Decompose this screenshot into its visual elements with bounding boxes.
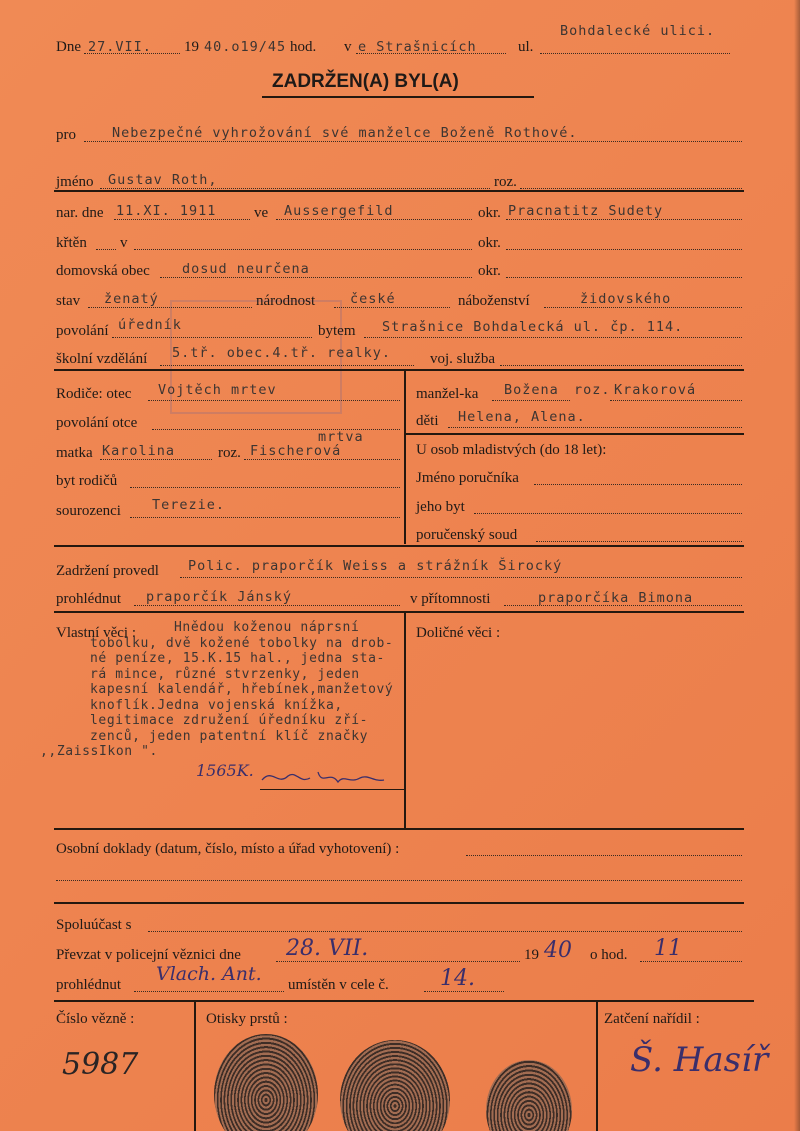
belongings-line: ,,ZaissIkon ". xyxy=(40,744,158,759)
zatceni-signature: Š. Hasíř xyxy=(630,1040,769,1080)
dne-label: Dne xyxy=(56,39,81,55)
ul-value: Bohdalecké ulici. xyxy=(560,23,716,39)
belongings-note: 1565K. xyxy=(196,761,254,780)
belongings-line: legitimace združení úředníku zří- xyxy=(90,713,369,728)
spoluucast-label: Spoluúčast s xyxy=(56,917,132,933)
byt-rodicu-label: byt rodičů xyxy=(56,473,118,489)
prohlednut-value: praporčík Jánský xyxy=(146,589,293,605)
belongings-line: né peníze, 15.K.15 hal., jedna sta- xyxy=(90,651,385,666)
okr2-label: okr. xyxy=(478,235,501,251)
vlastni-label: Vlastní věci : xyxy=(56,625,136,641)
jeho-byt-label: jeho byt xyxy=(416,499,465,515)
matka-label: matka xyxy=(56,445,93,461)
pro-label: pro xyxy=(56,127,76,143)
belongings-line: zenců, jeden patentní klíč značky xyxy=(90,728,369,744)
sourozenci-label: sourozenci xyxy=(56,503,121,519)
provedl-label: Zadržení provedl xyxy=(56,563,159,579)
belongings-line: kapesní kalendář, hřebínek,manžetový xyxy=(90,682,394,697)
matka-roz-value: Fischerová xyxy=(250,443,342,459)
matka-roz-label: roz. xyxy=(218,445,241,461)
krten-label: křtěn xyxy=(56,235,87,251)
pro-value: Nebezpečné vyhrožování své manželce Boženě Rothové. xyxy=(112,125,578,141)
prevzat-label: Převzat v policejní věznici dne xyxy=(56,947,241,963)
form-title: ZADRŽEN(A) BYL(A) xyxy=(272,71,459,92)
domov-label: domovská obec xyxy=(56,263,150,279)
skolni-value: 5.tř. obec.4.tř. realky. xyxy=(172,345,392,361)
okr3-label: okr. xyxy=(478,263,501,279)
manzel-label: manžel-ka xyxy=(416,386,479,402)
manzel-roz-label: roz. xyxy=(574,382,611,398)
fingerprint-1 xyxy=(214,1034,318,1131)
prevzat-value: 28. VII. xyxy=(286,936,369,961)
soud-label: poručenský soud xyxy=(416,527,518,543)
matka-note: mrtva xyxy=(318,429,364,445)
nar-label: nar. dne xyxy=(56,205,104,221)
cislo-value: 5987 xyxy=(62,1047,139,1082)
zatceni-label: Zatčení nařídil : xyxy=(604,1011,700,1027)
belongings-line: rá mince, různé stvrzenky, jeden xyxy=(90,666,360,682)
custody-prohlednut-value: Vlach. Ant. xyxy=(156,963,262,985)
dne-value: 27.VII. xyxy=(88,39,152,55)
doklady-label: Osobní doklady (datum, číslo, místo a úřad vyhotovení) : xyxy=(56,841,400,857)
jmeno-label: jméno xyxy=(56,174,94,190)
stav-label: stav xyxy=(56,293,81,309)
narod-label: národnost xyxy=(256,293,316,309)
paper-edge xyxy=(794,0,800,1131)
ve-label: ve xyxy=(254,205,269,221)
hod-label: hod. xyxy=(290,39,317,55)
jmeno-value: Gustav Roth, xyxy=(108,172,218,188)
fingerprint-2 xyxy=(340,1040,450,1131)
year-value: 40.o19/45 xyxy=(204,39,287,55)
matka-value: Karolina xyxy=(102,443,176,459)
bytem-label: bytem xyxy=(318,323,356,339)
custody-year-value: 40 xyxy=(544,938,572,963)
pritomnosti-value: praporčíka Bimona xyxy=(538,590,694,606)
porucnik-label: Jméno poručníka xyxy=(416,470,519,486)
stav-value: ženatý xyxy=(104,291,159,307)
year-label: 19 xyxy=(184,39,199,55)
bytem-value: Strašnice Bohdalecká ul. čp. 114. xyxy=(382,319,684,335)
prohlednut-label: prohlédnut xyxy=(56,591,121,607)
cela-value: 14. xyxy=(440,966,475,991)
nab-label: náboženství xyxy=(458,293,530,309)
v-value: e Strašnicích xyxy=(358,39,477,55)
okr1-label: okr. xyxy=(478,205,501,221)
povolani-label: povolání xyxy=(56,323,109,339)
belongings-line: Hnědou koženou náprsní xyxy=(174,620,360,635)
ul-label: ul. xyxy=(518,39,534,55)
pritomnosti-label: v přítomnosti xyxy=(410,591,491,607)
nab-value: židovského xyxy=(580,291,672,307)
custody-hod-label: o hod. xyxy=(590,947,628,963)
belongings-line: tobolku, dvě kožené tobolky na drob- xyxy=(90,635,394,651)
v-label: v xyxy=(344,39,352,55)
belongings-list xyxy=(40,620,394,760)
rodice-label: Rodiče: otec xyxy=(56,386,132,402)
belongings-signature xyxy=(258,764,388,790)
cislo-label: Číslo vězně : xyxy=(56,1011,135,1027)
custody-hod-value: 11 xyxy=(654,936,682,961)
provedl-value: Polic. praporčík Weiss a strážník Širocký xyxy=(188,558,563,574)
narod-value: české xyxy=(350,291,396,307)
dolicne-label: Doličné věci : xyxy=(416,625,501,641)
manzel-value: Božena xyxy=(504,382,559,398)
deti-label: děti xyxy=(416,413,439,429)
custody-prohlednut-label: prohlédnut xyxy=(56,977,121,993)
manzel-roz-value: Krakorová xyxy=(614,382,697,398)
voj-label: voj. služba xyxy=(430,351,495,367)
skolni-label: školní vzdělání xyxy=(56,351,148,367)
ve-value: Aussergefild xyxy=(284,203,394,219)
fingerprint-3 xyxy=(486,1060,572,1131)
okr1-value: Pracnatitz Sudety xyxy=(508,203,664,219)
mladistvi-label: U osob mladistvých (do 18 let): xyxy=(416,442,607,458)
roz-label: roz. xyxy=(494,174,517,190)
krten-v-label: v xyxy=(120,235,128,251)
domov-value: dosud neurčena xyxy=(182,261,310,277)
povolani-value: úředník xyxy=(118,317,182,333)
deti-value: Helena, Alena. xyxy=(458,409,586,425)
belongings-line: knoflík.Jedna vojenská knížka, xyxy=(90,697,343,713)
cela-label: umístěn v cele č. xyxy=(288,977,389,993)
custody-year-label: 19 xyxy=(524,947,539,963)
nar-value: 11.XI. 1911 xyxy=(116,203,217,219)
otec-value: Vojtěch mrtev xyxy=(158,382,277,398)
sourozenci-value: Terezie. xyxy=(152,497,226,513)
otisky-label: Otisky prstů : xyxy=(206,1011,288,1027)
povolani-otce-label: povolání otce xyxy=(56,415,138,431)
